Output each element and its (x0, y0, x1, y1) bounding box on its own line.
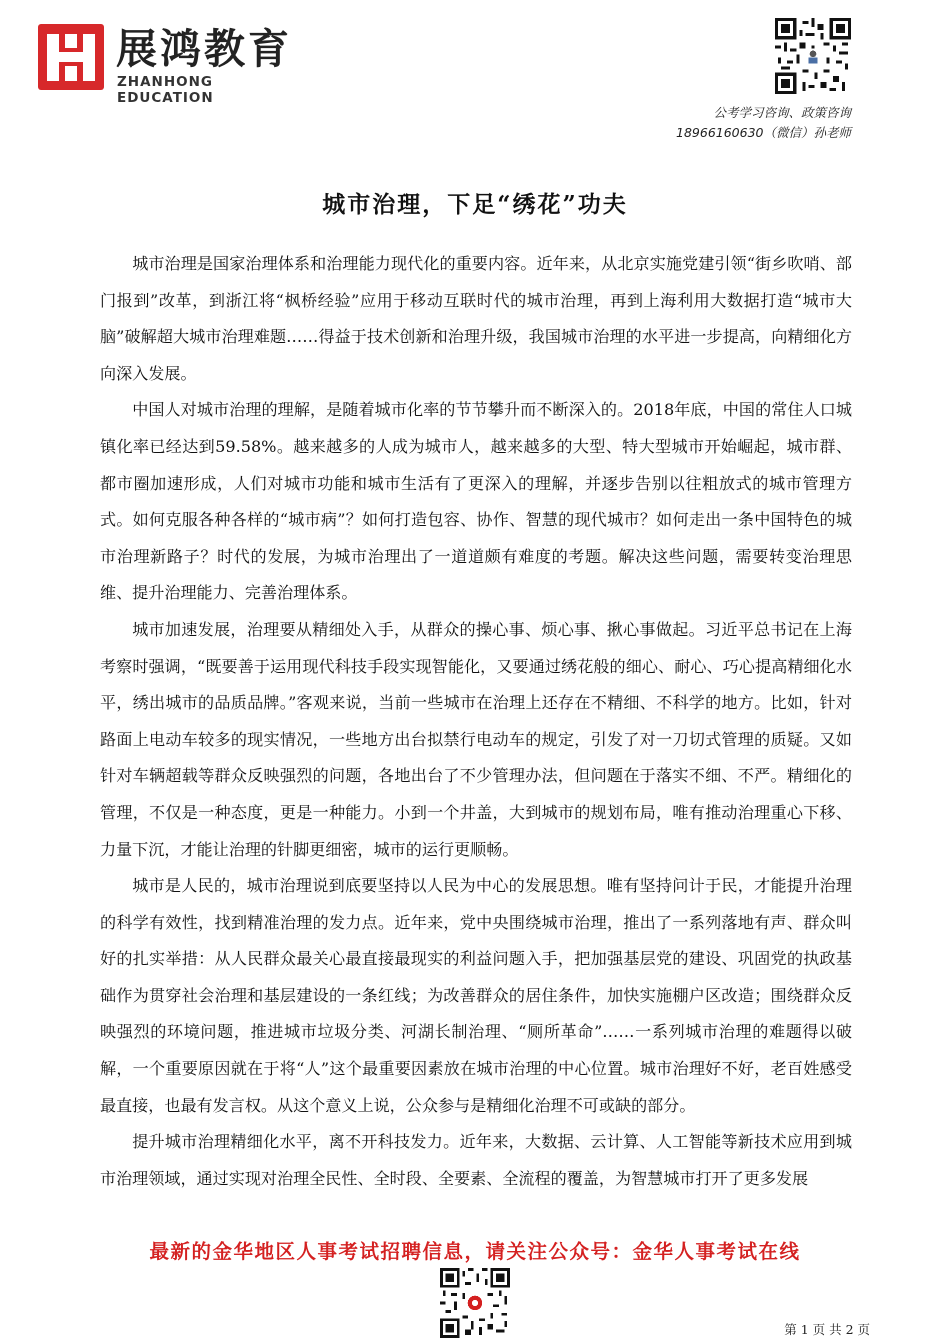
brand-logo (38, 24, 308, 106)
contact-consult-line: 公考学习咨询、政策咨询 (713, 105, 851, 120)
footer-notice: 最新的金华地区人事考试招聘信息，请关注公众号：金华人事考试在线 (149, 1240, 801, 1263)
logo-chinese-name: 展鸿教育 (116, 25, 292, 73)
contact-info (676, 103, 851, 143)
paragraph-1: 城市治理是国家治理体系和治理能力现代化的重要内容。近年来，从北京实施党建引领“街乡吹哨、部门报到”改革，到浙江将“枫桥经验”应用于移动互联时代的城市治理，再到上海利用大数据打造“城市大脑”破解超大城市治理难题……得益于技术创新和治理升级，我国城市治理的水平进一步提高，向精细化方向深入发展。 (100, 254, 852, 383)
wechat-qr-code-icon (775, 18, 851, 94)
article-title: 城市治理，下足“绣花”功夫 (322, 191, 628, 218)
paragraph-5: 提升城市治理精细化水平，离不开科技发力。近年来，大数据、云计算、人工智能等新技术应用到城市治理领域，通过实现对治理全民性、全时段、全要素、全流程的覆盖，为智慧城市打开了更多发展 (100, 1132, 852, 1188)
zhanhong-logo-icon (38, 24, 104, 90)
paragraph-3: 城市加速发展，治理要从精细处入手，从群众的操心事、烦心事、揪心事做起。习近平总书记在上海考察时强调，“既要善于运用现代科技手段实现智能化，又要通过绣花般的细心、耐心、巧心提高精细化水平，绣出城市的品质品牌。”客观来说，当前一些城市在治理上还存在不精细、不科学的地方。比如，针对路面上电动车较多的现实情况，一些地方出台拟禁行电动车的规定，引发了对一刀切式管理的质疑。又如针对车辆超载等群众反映强烈的问题，各地出台了不少管理办法，但问题在于落实不细、不严。精细化的管理，不仅是一种态度，更是一种能力。小到一个井盖，大到城市的规划布局，唯有推动治理重心下移、力量下沉，才能让治理的针脚更细密，城市的运行更顺畅。 (100, 619, 852, 859)
contact-phone-line: 18966160630（微信）孙老师 (676, 125, 851, 140)
page-number: 第 1 页 共 2 页 (784, 1322, 870, 1337)
paragraph-4: 城市是人民的，城市治理说到底要坚持以人民为中心的发展思想。唯有坚持问计于民，才能提升治理的科学有效性，找到精准治理的发力点。近年来，党中央围绕城市治理，推出了一系列落地有声、群众叫好的扎实举措：从人民群众最关心最直接最现实的利益问题入手，把加强基层党的建设、巩固党的执政基础作为贯穿社会治理和基层建设的一条红线；为改善群众的居住条件，加快实施棚户区改造；围绕群众反映强烈的环境问题，推进城市垃圾分类、河湖长制治理、“厕所革命”……一系列城市治理的难题得以破解，一个重要原因就在于将“人”这个最重要因素放在城市治理的中心位置。城市治理好不好，老百姓感受最直接，也最有发言权。从这个意义上说，公众参与是精细化治理不可或缺的部分。 (100, 876, 852, 1115)
paragraph-2: 中国人对城市治理的理解，是随着城市化率的节节攀升而不断深入的。2018年底，中国的常住人口城镇化率已经达到59.58%。越来越多的人成为城市人，越来越多的大型、特大型城市开始崛起，城市群、都市圈加速形成，人们对城市功能和城市生活有了更深入的理解，并逐步告别以往粗放式的城市管理方式。如何克服各种各样的“城市病”？如何打造包容、协作、智慧的现代城市？如何走出一条中国特色的城市治理新路子？时代的发展，为城市治理出了一道道颇有难度的考题。解决这些问题，需要转变治理思维、提升治理能力、完善治理体系。 (100, 400, 852, 603)
article-body (100, 246, 852, 1197)
official-account-qr-code-icon (440, 1268, 510, 1338)
logo-english-name: ZHANHONG EDUCATION (117, 74, 214, 106)
